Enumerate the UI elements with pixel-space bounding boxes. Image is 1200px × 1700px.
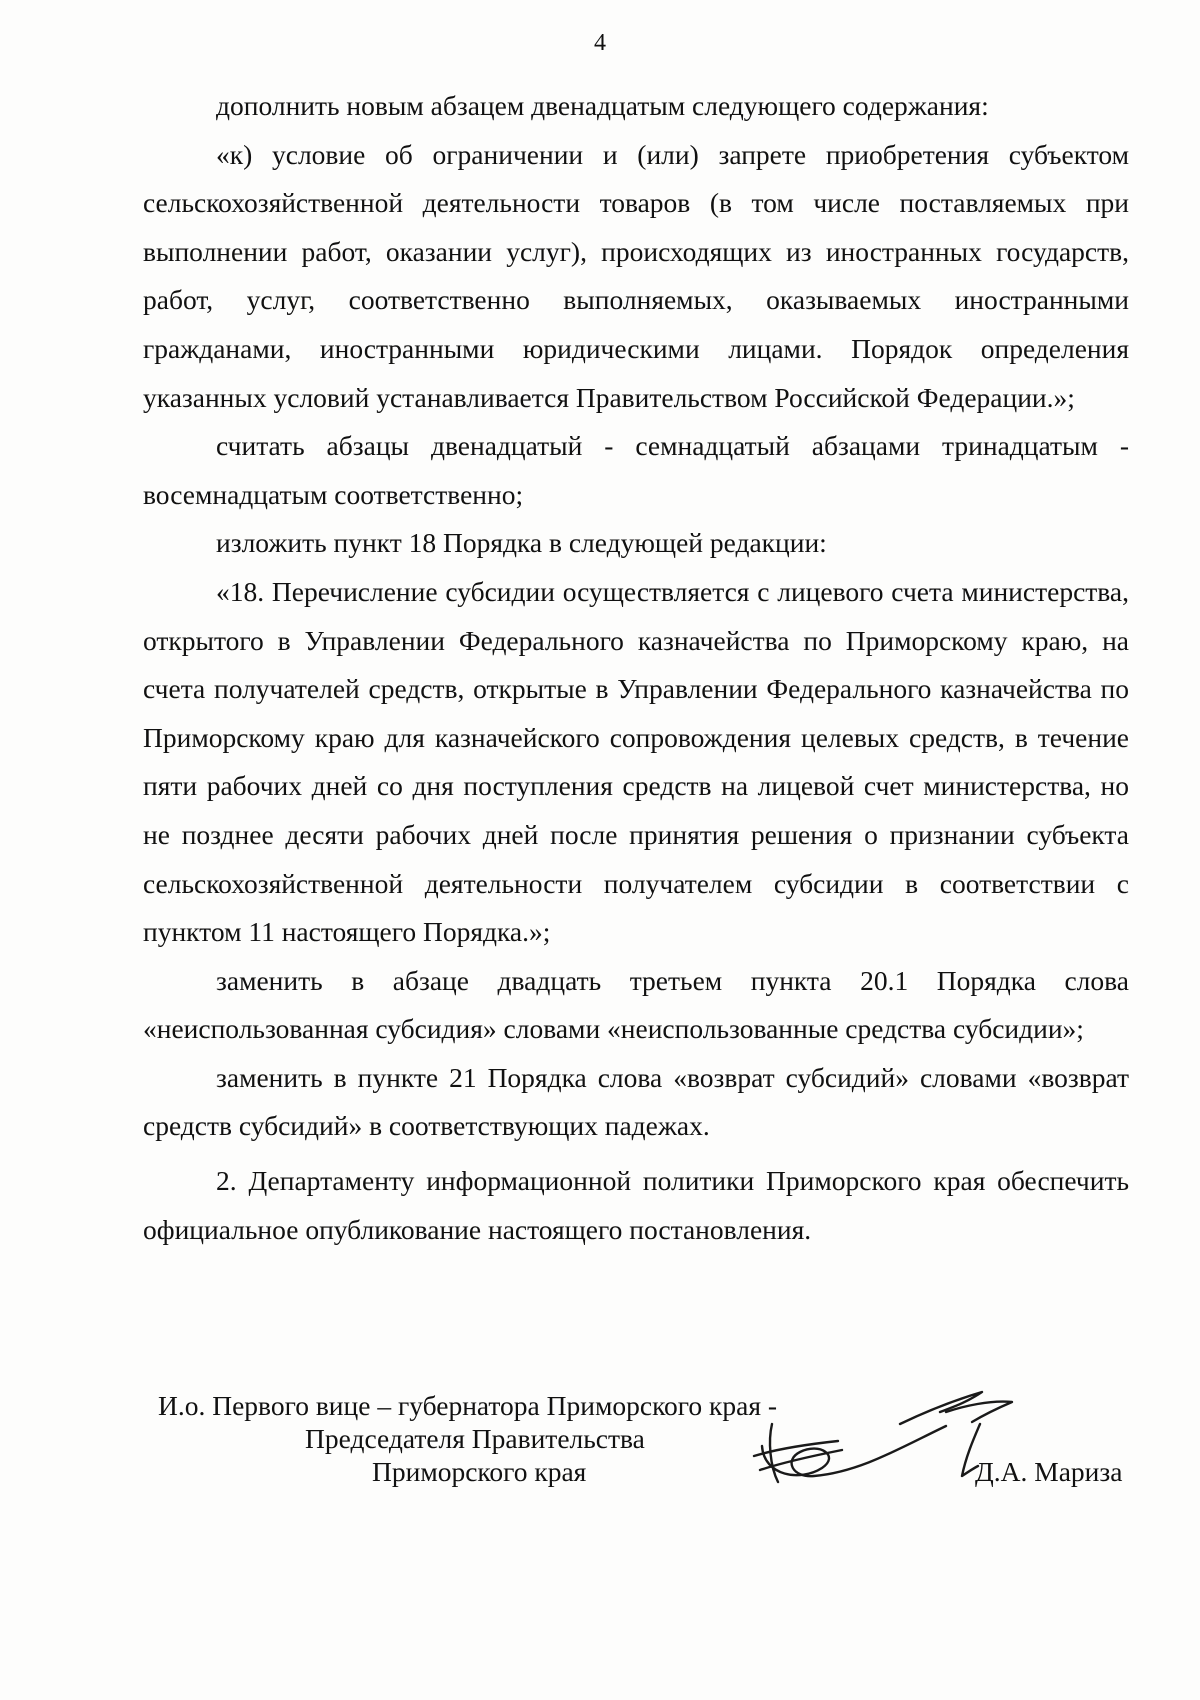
paragraph-point-18-text: «18. Перечисление субсидии осуществляется с лицевого счета министерства, открытого в Управлении Федерального казначейства по Приморскому краю, на счета получателей средств, открытые в Управлении Федерального казначейства по Приморскому краю для казначейского сопровождения целевых средств, в течение пяти рабочих дней со дня поступления средств на лицевой счет министерства, но не позднее десяти рабочих дней после принятия решения о признании субъекта сельскохозяйственной деятельности получателем субсидии в соответствии с пунктом 11 настоящего Порядка.»;	[143, 575, 1129, 948]
paragraph-replace-21: заменить в пункте 21 Порядка слова «возврат субсидий» словами «возврат средств субсидий» в соответствующих падежах.	[143, 1061, 1129, 1142]
paragraph-point-18-intro: изложить пункт 18 Порядка в следующей редакции:	[216, 527, 827, 559]
document-body	[143, 82, 1129, 1254]
paragraph-condition-k: «к) условие об ограничении и (или) запрете приобретения субъектом сельскохозяйственной деятельности товаров (в том числе поставляемых при выполнении работ, оказании услуг), происходящих из иностранных государств, работ, услуг, соответственно выполняемых, оказываемых иностранными гражданами, иностранными юридическими лицами. Порядок определения указанных условий устанавливается Правительством Российской Федерации.»;	[143, 138, 1129, 413]
signatory-title-line-2: Председателя Правительства	[305, 1423, 645, 1454]
paragraph-publication: 2. Департаменту информационной политики Приморского края обеспечить официальное опубликование настоящего постановления.	[143, 1165, 1129, 1245]
signatory-title-line-3: Приморского края	[372, 1456, 587, 1487]
signature-block	[0, 1390, 1200, 1520]
signatory-name: Д.А. Мариза	[975, 1456, 1123, 1487]
paragraph-renumber: считать абзацы двенадцатый - семнадцатый абзацами тринадцатым - восемнадцатым соответственно;	[143, 430, 1129, 510]
signatory-title-line-1: И.о. Первого вице – губернатора Приморского края -	[158, 1390, 778, 1421]
paragraph-replace-20-1: заменить в абзаце двадцать третьем пункта 20.1 Порядка слова «неиспользованная субсидия» словами «неиспользованные средства субсидии»;	[143, 964, 1129, 1045]
page-number: 4	[594, 30, 606, 56]
paragraph-add-twelfth: дополнить новым абзацем двенадцатым следующего содержания:	[216, 90, 989, 121]
